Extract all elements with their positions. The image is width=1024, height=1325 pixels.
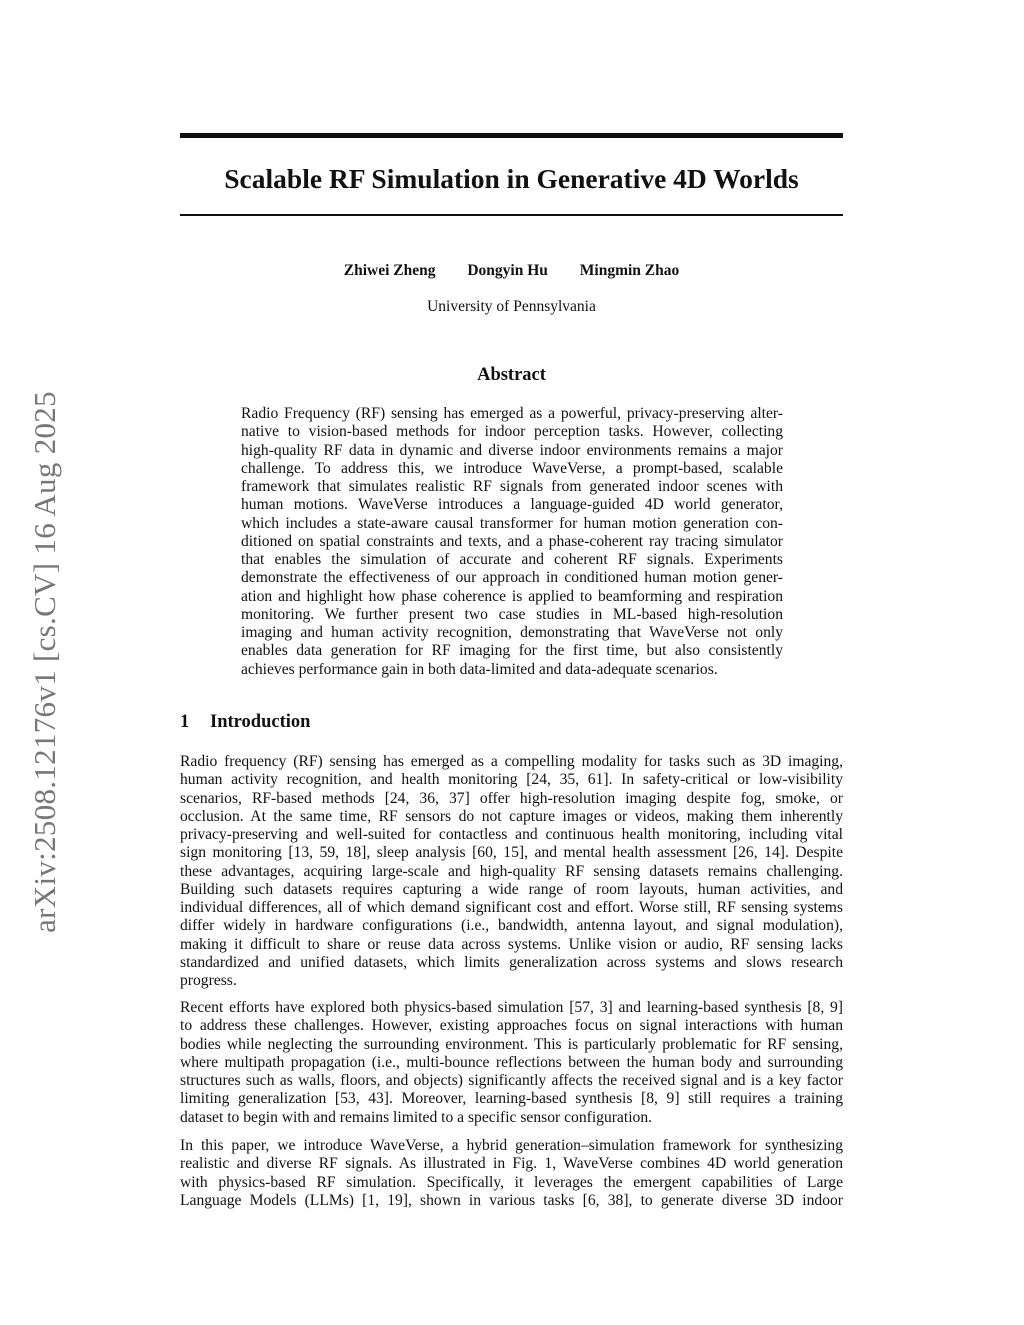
text-line: sign monitoring [13, 59, 18], sleep analysis [60, 15], and mental health assessment [26, 14]. Despite [180,844,843,862]
text-line: Building such datasets requires capturing a wide range of room layouts, human activities, and [180,880,843,898]
section-number: 1 [180,712,190,732]
text-line: Language Models (LLMs) [1, 19], shown in various tasks [6, 38], to generate diverse 3D indoor [180,1191,843,1209]
text-line: framework that simulates realistic RF signals from generated indoor scenes with [241,478,783,495]
text-line: privacy-preserving and well-suited for contactless and continuous health monitoring, including vital [180,826,843,843]
text-line: enables data generation for RF imaging for the first time, but also consistently [241,642,783,660]
text-line: challenge. To address this, we introduce WaveVerse, a prompt-based, scalable [241,459,783,477]
text-line: monitoring. We further present two case studies in ML-based high-resolution [241,605,783,623]
title-bottom-rule [180,214,843,216]
intro-paragraph [180,1137,843,1210]
title-top-rule [180,133,843,138]
section-heading [180,712,310,733]
text-line: Recent efforts have explored both physics-based simulation [57, 3] and learning-based synthesis [8, 9] [180,999,843,1016]
text-line: structures such as walls, floors, and objects) significantly affects the received signal and is a key factor [180,1072,843,1089]
text-line: making it difficult to share or reuse data across systems. Unlike vision or audio, RF sensing lacks [180,935,843,953]
text-line: native to vision-based methods for indoor perception tasks. However, collecting [241,423,783,441]
abstract-heading: Abstract [477,365,546,385]
text-line: differ widely in hardware configurations (i.e., bandwidth, antenna layout, and signal modulation), [180,917,843,935]
text-line: progress. [180,972,237,989]
paper-title: Scalable RF Simulation in Generative 4D Worlds [224,163,799,194]
text-line: ation and highlight how phase coherence is applied to beamforming and respiration [241,587,783,605]
text-line: imaging and human activity recognition, demonstrating that WaveVerse not only [241,624,783,641]
text-line: standardized and unified datasets, which limits generalization across systems and slows research [180,953,843,971]
text-line: Radio Frequency (RF) sensing has emerged as a powerful, privacy-preserving alter- [241,405,783,422]
text-line: these advantages, acquiring large-scale and high-quality RF sensing datasets remains challenging. [180,862,843,880]
text-line: that enables the simulation of accurate and coherent RF signals. Experiments [241,551,783,568]
section-title: Introduction [210,712,311,732]
text-line: with physics-based RF simulation. Specifically, it leverages the emergent capabilities of Large [180,1173,843,1191]
text-line: limiting generalization [53, 43]. Moreover, learning-based synthesis [8, 9] still requires a training [180,1090,843,1108]
text-line: scenarios, RF-based methods [24, 36, 37] offer high-resolution imaging despite fog, smoke, or [180,789,843,807]
text-line: Radio frequency (RF) sensing has emerged as a compelling modality for tasks such as 3D imaging, [180,753,843,770]
text-line: demonstrate the effectiveness of our approach in conditioned human motion gener- [241,569,783,587]
intro-paragraph [180,999,843,1127]
affiliation: University of Pennsylvania [427,298,596,315]
text-line: realistic and diverse RF signals. As illustrated in Fig. 1, WaveVerse combines 4D world generation [180,1155,843,1173]
text-line: individual differences, all of which demand significant cost and effort. Worse still, RF sensing systems [180,899,843,916]
abstract-body [241,405,783,679]
intro-paragraph [180,753,843,990]
text-line: In this paper, we introduce WaveVerse, a hybrid generation–simulation framework for synthesizing [180,1137,843,1154]
text-line: occlusion. At the same time, RF sensors do not capture images or videos, making them inherently [180,807,843,825]
author-name: Zhiwei Zheng [343,262,436,279]
author-list [180,262,843,280]
text-line: dataset to begin with and remains limited to a specific sensor configuration. [180,1108,653,1126]
text-line: bodies while neglecting the surrounding environment. This is particularly problematic for RF sensing, [180,1035,843,1053]
text-line: ditioned on spatial constraints and texts, and a phase-coherent ray tracing simulator [241,532,783,550]
text-line: achieves performance gain in both data-limited and data-adequate scenarios. [241,660,718,678]
text-line: where multipath propagation (i.e., multi-bounce reflections between the human body and surrounding [180,1053,843,1071]
text-line: human motions. WaveVerse introduces a language-guided 4D world generator, [241,496,783,514]
text-line: to address these challenges. However, existing approaches focus on signal interactions with human [180,1017,843,1035]
text-line: high-quality RF data in dynamic and diverse indoor environments remains a major [241,441,783,459]
author-name: Mingmin Zhao [579,262,680,279]
text-line: human activity recognition, and health monitoring [24, 35, 61]. In safety-critical or low-visibility [180,771,843,789]
author-name: Dongyin Hu [467,262,548,279]
text-line: which includes a state-aware causal transformer for human motion generation con- [241,514,783,532]
arxiv-identifier: arXiv:2508.12176v1 [cs.CV] 16 Aug 2025 [27,391,62,933]
